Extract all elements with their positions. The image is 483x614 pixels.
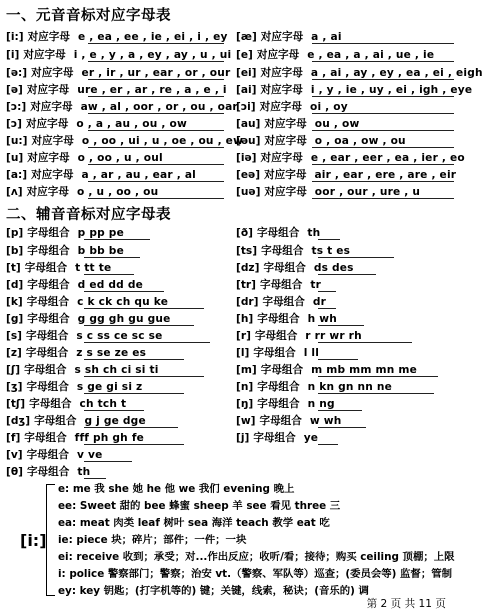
underline bbox=[84, 410, 144, 411]
underline bbox=[84, 308, 204, 309]
row-label: 对应字母 bbox=[25, 118, 69, 130]
underline bbox=[84, 274, 134, 275]
row-label: 对应字母 bbox=[23, 49, 66, 61]
phonetic-symbol: [n] bbox=[236, 381, 254, 393]
letter-combinations: ch tch t bbox=[79, 398, 127, 410]
row-label: 字母组合 bbox=[26, 466, 70, 478]
phonetic-symbol: [r] bbox=[236, 330, 251, 342]
underline bbox=[84, 427, 178, 428]
row-label: 字母组合 bbox=[257, 313, 300, 325]
phonetic-symbol: [tr] bbox=[236, 279, 256, 291]
letter-combinations: fff ph gh fe bbox=[74, 432, 145, 444]
underline bbox=[84, 239, 150, 240]
phonetic-symbol: [ʒ] bbox=[6, 381, 23, 393]
letter-combinations: i , y , ie , uy , ei , igh , eye bbox=[310, 84, 473, 96]
underline bbox=[312, 113, 454, 114]
underline bbox=[318, 393, 434, 394]
underline bbox=[84, 325, 194, 326]
consonant-row bbox=[236, 429, 318, 447]
phonetic-symbol: [k] bbox=[6, 296, 23, 308]
letter-combinations: er , ir , ur , ear , or , our bbox=[81, 67, 231, 79]
example-phonetic-symbol: [i:] bbox=[20, 531, 47, 550]
letter-combinations: tr bbox=[310, 279, 322, 291]
consonant-section-title: 二、辅音音标对应字母表 bbox=[6, 207, 171, 223]
phonetic-symbol: [h] bbox=[236, 313, 254, 325]
letter-combinations: i , e , y , a , ey , ay , u , ui bbox=[73, 49, 232, 61]
example-line: e: me 我 she 她 he 他 we 我们 evening 晚上 bbox=[58, 483, 295, 495]
letter-combinations: b bb be bbox=[77, 245, 124, 257]
underline bbox=[318, 376, 438, 377]
letter-combinations: r rr wr rh bbox=[305, 330, 362, 342]
underline bbox=[84, 444, 184, 445]
phonetic-symbol: [u:] bbox=[6, 135, 28, 147]
underline bbox=[318, 427, 366, 428]
underline bbox=[84, 342, 210, 343]
phonetic-symbol: [ɔi] bbox=[236, 101, 256, 113]
phonetic-symbol: [tʃ] bbox=[6, 398, 26, 410]
underline bbox=[84, 393, 184, 394]
letter-combinations: d ed dd de bbox=[77, 279, 144, 291]
letter-combinations: ye bbox=[303, 432, 319, 444]
phonetic-symbol: [m] bbox=[236, 364, 257, 376]
letter-combinations: n kn gn nn ne bbox=[307, 381, 393, 393]
consonant-row bbox=[236, 344, 319, 362]
row-label: 字母组合 bbox=[260, 364, 304, 376]
phonetic-symbol: [ei] bbox=[236, 67, 257, 79]
letter-combinations: s ge gi si z bbox=[76, 381, 143, 393]
letter-combinations: n ng bbox=[307, 398, 335, 410]
letter-combinations: l ll bbox=[303, 347, 320, 359]
underline bbox=[318, 239, 340, 240]
letter-combinations: th bbox=[77, 466, 91, 478]
underline bbox=[312, 61, 454, 62]
letter-combinations: o , a , au , ou , ow bbox=[76, 118, 187, 130]
row-label: 字母组合 bbox=[27, 279, 70, 291]
row-label: 字母组合 bbox=[261, 245, 304, 257]
row-label: 对应字母 bbox=[264, 135, 307, 147]
underline bbox=[84, 291, 164, 292]
phonetic-symbol: [z] bbox=[6, 347, 22, 359]
row-label: 字母组合 bbox=[253, 347, 296, 359]
row-label: 对应字母 bbox=[260, 152, 303, 164]
letter-combinations: o , oa , ow , ou bbox=[314, 135, 406, 147]
phonetic-symbol: [a:] bbox=[6, 169, 28, 181]
row-label: 对应字母 bbox=[260, 84, 303, 96]
underline bbox=[88, 43, 224, 44]
phonetic-symbol: [æ] bbox=[236, 31, 257, 43]
phonetic-symbol: [eə] bbox=[236, 169, 261, 181]
letter-combinations: z s se ze es bbox=[76, 347, 147, 359]
letter-combinations: t tt te bbox=[75, 262, 112, 274]
underline bbox=[312, 147, 454, 148]
row-label: 对应字母 bbox=[26, 186, 69, 198]
row-label: 字母组合 bbox=[27, 227, 70, 239]
vowel-section-title: 一、元音音标对应字母表 bbox=[6, 8, 171, 24]
phonetic-symbol: [e] bbox=[236, 49, 253, 61]
letter-combinations: h wh bbox=[307, 313, 337, 325]
phonetic-symbol: [p] bbox=[6, 227, 24, 239]
row-label: 字母组合 bbox=[29, 398, 72, 410]
phonetic-symbol: [ə] bbox=[6, 84, 23, 96]
row-label: 字母组合 bbox=[259, 415, 302, 427]
letter-combinations: m mb mm mn me bbox=[311, 364, 418, 376]
underline bbox=[88, 79, 224, 80]
row-label: 字母组合 bbox=[253, 432, 296, 444]
letter-combinations: ure , er , ar , re , a , e , i bbox=[77, 84, 227, 96]
phonetic-symbol: [w] bbox=[236, 415, 256, 427]
row-label: 字母组合 bbox=[27, 313, 70, 325]
letter-combinations: aw , al , oor , or , ou , oar bbox=[80, 101, 238, 113]
row-label: 对应字母 bbox=[264, 169, 307, 181]
phonetic-symbol: [əu] bbox=[236, 135, 261, 147]
underline bbox=[88, 181, 224, 182]
letter-combinations: ts t es bbox=[311, 245, 351, 257]
phonetic-symbol: [uə] bbox=[236, 186, 261, 198]
phonetic-symbol: [l] bbox=[236, 347, 250, 359]
example-line: ee: Sweet 甜的 bee 蜂蜜 sheep 羊 see 看见 three 三 bbox=[58, 500, 341, 512]
underline bbox=[318, 325, 364, 326]
letter-combinations: p pp pe bbox=[77, 227, 124, 239]
letter-combinations: g gg gh gu gue bbox=[77, 313, 171, 325]
phonetic-symbol: [d] bbox=[6, 279, 24, 291]
letter-combinations: g j ge dge bbox=[84, 415, 146, 427]
row-label: 字母组合 bbox=[26, 449, 69, 461]
underline bbox=[312, 79, 454, 80]
row-label: 对应字母 bbox=[26, 84, 70, 96]
letter-combinations: o , oo , u , oul bbox=[77, 152, 163, 164]
row-label: 字母组合 bbox=[24, 262, 68, 274]
underline bbox=[318, 274, 376, 275]
underline bbox=[318, 410, 362, 411]
row-label: 对应字母 bbox=[264, 186, 307, 198]
underline bbox=[318, 444, 338, 445]
row-label: 字母组合 bbox=[26, 296, 70, 308]
underline bbox=[318, 359, 358, 360]
consonant-row bbox=[236, 224, 320, 242]
phonetic-symbol: [ai] bbox=[236, 84, 257, 96]
consonant-row bbox=[236, 293, 326, 311]
page-number: 第 2 页 共 11 页 bbox=[366, 598, 446, 610]
letter-combinations: v ve bbox=[76, 449, 103, 461]
phonetic-symbol: [b] bbox=[6, 245, 24, 257]
underline bbox=[318, 308, 336, 309]
row-label: 对应字母 bbox=[30, 101, 73, 113]
letter-combinations: c k ck ch qu ke bbox=[77, 296, 169, 308]
row-label: 对应字母 bbox=[259, 101, 302, 113]
phonetic-symbol: [ŋ] bbox=[236, 398, 254, 410]
underline bbox=[312, 43, 454, 44]
row-label: 字母组合 bbox=[25, 347, 69, 359]
underline bbox=[84, 376, 204, 377]
underline bbox=[312, 198, 454, 199]
letter-combinations: o , oo , ui , u , oe , ou , ew bbox=[81, 135, 244, 147]
underline bbox=[312, 96, 454, 97]
underline bbox=[84, 257, 140, 258]
letter-combinations: a , ai bbox=[311, 31, 342, 43]
underline bbox=[88, 113, 224, 114]
phonetic-symbol: [v] bbox=[6, 449, 23, 461]
phonetic-symbol: [ə:] bbox=[6, 67, 28, 79]
consonant-row bbox=[6, 463, 90, 481]
example-line: i: police 警察部门；警察；治安 vt.（警察、军队等）巡查；(委员会等) 监督；管制 bbox=[58, 568, 452, 580]
phonetic-symbol: [dr] bbox=[236, 296, 259, 308]
underline bbox=[88, 147, 224, 148]
row-label: 字母组合 bbox=[257, 398, 300, 410]
row-label: 字母组合 bbox=[27, 245, 70, 257]
row-label: 对应字母 bbox=[31, 169, 74, 181]
underline bbox=[318, 257, 394, 258]
example-line: ie: piece 块；碎片；部件；一件；一块 bbox=[58, 534, 247, 546]
underline bbox=[88, 96, 224, 97]
phonetic-symbol: [i] bbox=[6, 49, 20, 61]
example-bracket bbox=[46, 484, 55, 596]
phonetic-symbol: [t] bbox=[6, 262, 21, 274]
phonetic-symbol: [ʃ] bbox=[6, 364, 21, 376]
example-line: ei: receive 收到；承受；对...作出反应；收听/看；接待；购买 ceiling 顶棚；上限 bbox=[58, 551, 455, 563]
letter-combinations: oor , our , ure , u bbox=[314, 186, 421, 198]
letter-combinations: ou , ow bbox=[314, 118, 360, 130]
letter-combinations: th bbox=[307, 227, 321, 239]
letter-combinations: s c ss ce sc se bbox=[76, 330, 163, 342]
row-label: 字母组合 bbox=[259, 279, 303, 291]
row-label: 字母组合 bbox=[263, 262, 306, 274]
phonetic-symbol: [u] bbox=[6, 152, 24, 164]
underline bbox=[88, 198, 224, 199]
row-label: 字母组合 bbox=[26, 330, 69, 342]
letter-combinations: w wh bbox=[309, 415, 342, 427]
row-label: 对应字母 bbox=[31, 135, 74, 147]
row-label: 对应字母 bbox=[31, 67, 74, 79]
row-label: 对应字母 bbox=[27, 152, 70, 164]
letter-combinations: a , ar , au , ear , al bbox=[81, 169, 197, 181]
row-label: 字母组合 bbox=[24, 364, 67, 376]
phonetic-symbol: [iə] bbox=[236, 152, 257, 164]
letter-combinations: a , ai , ay , ey , ea , ei , eigh bbox=[310, 67, 483, 79]
phonetic-symbol: [dʒ] bbox=[6, 415, 31, 427]
phonetic-symbol: [s] bbox=[6, 330, 22, 342]
phonetic-symbol: [i:] bbox=[6, 31, 24, 43]
row-label: 字母组合 bbox=[254, 330, 298, 342]
phonetic-symbol: [ɔ] bbox=[6, 118, 22, 130]
letter-combinations: o , u , oo , ou bbox=[76, 186, 159, 198]
underline bbox=[312, 130, 454, 131]
underline bbox=[312, 164, 454, 165]
phonetic-symbol: [θ] bbox=[6, 466, 23, 478]
letter-combinations: e , ea , ee , ie , ei , i , ey bbox=[77, 31, 228, 43]
underline bbox=[84, 478, 106, 479]
row-label: 对应字母 bbox=[260, 31, 304, 43]
letter-combinations: e , ear , eer , ea , ier , eo bbox=[310, 152, 465, 164]
row-label: 字母组合 bbox=[34, 415, 77, 427]
phonetic-symbol: [dz] bbox=[236, 262, 260, 274]
underline bbox=[318, 342, 412, 343]
phonetic-symbol: [ts] bbox=[236, 245, 258, 257]
phonetic-symbol: [ʌ] bbox=[6, 186, 23, 198]
phonetic-symbol: [ð] bbox=[236, 227, 253, 239]
underline bbox=[88, 61, 224, 62]
phonetic-symbol: [f] bbox=[6, 432, 21, 444]
phonetic-symbol: [ɔ:] bbox=[6, 101, 27, 113]
phonetic-symbol: [g] bbox=[6, 313, 24, 325]
underline bbox=[84, 359, 184, 360]
letter-combinations: ds des bbox=[313, 262, 354, 274]
example-line: ey: key 钥匙；(打字机等的) 键；关键，线索，秘诀；(音乐的) 调 bbox=[58, 585, 369, 597]
underline bbox=[88, 164, 224, 165]
example-line: ea: meat 肉类 leaf 树叶 sea 海洋 teach 教学 eat 吃 bbox=[58, 517, 330, 529]
underline bbox=[312, 181, 454, 182]
row-label: 字母组合 bbox=[257, 381, 300, 393]
row-label: 字母组合 bbox=[24, 432, 67, 444]
phonetic-symbol: [j] bbox=[236, 432, 250, 444]
underline bbox=[318, 291, 336, 292]
consonant-row bbox=[236, 276, 321, 294]
row-label: 对应字母 bbox=[264, 118, 307, 130]
row-label: 对应字母 bbox=[260, 67, 303, 79]
letter-combinations: air , ear , ere , are , eir bbox=[314, 169, 457, 181]
letter-combinations: e , ea , a , ai , ue , ie bbox=[307, 49, 435, 61]
row-label: 对应字母 bbox=[256, 49, 300, 61]
row-label: 字母组合 bbox=[26, 381, 69, 393]
letter-combinations: dr bbox=[312, 296, 327, 308]
row-label: 字母组合 bbox=[262, 296, 305, 308]
letter-combinations: s sh ch ci si ti bbox=[74, 364, 159, 376]
row-label: 对应字母 bbox=[27, 31, 70, 43]
phonetic-symbol: [au] bbox=[236, 118, 261, 130]
letter-combinations: oi , oy bbox=[309, 101, 348, 113]
underline bbox=[84, 461, 132, 462]
row-label: 字母组合 bbox=[256, 227, 300, 239]
underline bbox=[88, 130, 224, 131]
